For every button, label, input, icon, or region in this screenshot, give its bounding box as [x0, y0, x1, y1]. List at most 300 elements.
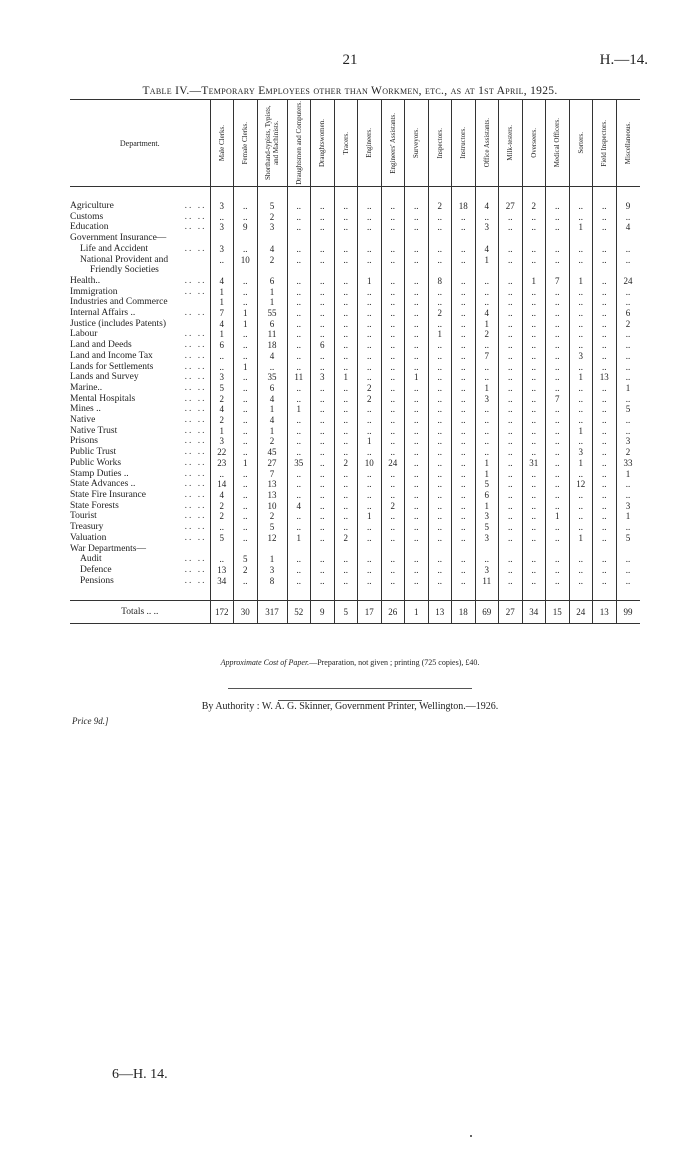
value-cell: .. [311, 501, 335, 512]
department-cell [70, 601, 210, 624]
value-cell: .. [287, 565, 311, 576]
table-row [70, 415, 640, 426]
value-cell [311, 233, 335, 244]
value-cell: .. [546, 490, 570, 501]
value-cell: 1 [234, 362, 258, 373]
value-cell: 11 [475, 576, 499, 587]
value-cell: .. [405, 554, 429, 565]
value-cell: .. [405, 533, 429, 544]
value-cell: 9 [311, 601, 335, 624]
value-cell: .. [593, 340, 617, 351]
value-cell: .. [311, 436, 335, 447]
value-cell: .. [311, 511, 335, 522]
value-cell: .. [334, 297, 358, 308]
value-cell: 3 [210, 372, 234, 383]
value-cell: .. [546, 255, 570, 266]
value-cell: .. [428, 522, 452, 533]
value-cell: .. [287, 319, 311, 330]
value-cell [616, 544, 640, 555]
value-cell: .. [499, 511, 523, 522]
department-cell [70, 447, 210, 458]
value-cell: .. [452, 511, 476, 522]
value-cell: .. [428, 362, 452, 373]
value-cell: .. [358, 554, 382, 565]
value-cell: .. [546, 576, 570, 587]
value-cell: .. [234, 340, 258, 351]
value-cell: .. [499, 404, 523, 415]
value-cell: .. [499, 329, 523, 340]
value-cell: .. [452, 362, 476, 373]
value-cell: 2 [475, 329, 499, 340]
value-cell [546, 265, 570, 276]
value-cell: 2 [210, 501, 234, 512]
value-cell: .. [499, 222, 523, 233]
value-cell: 1 [234, 319, 258, 330]
table-row [70, 554, 640, 565]
value-cell: .. [546, 436, 570, 447]
department-label: Totals [121, 607, 145, 618]
value-cell: .. [358, 329, 382, 340]
value-cell: .. [210, 212, 234, 223]
value-cell: 9 [234, 222, 258, 233]
department-label: Native [70, 415, 96, 426]
value-cell: .. [311, 244, 335, 255]
value-cell: .. [405, 469, 429, 480]
value-cell: .. [475, 447, 499, 458]
value-cell: .. [381, 201, 405, 212]
value-cell: 1 [475, 469, 499, 480]
value-cell: 1 [257, 404, 287, 415]
value-cell: .. [234, 329, 258, 340]
value-cell: .. [287, 490, 311, 501]
value-cell: .. [593, 533, 617, 544]
table-row [70, 255, 640, 266]
value-cell: .. [257, 362, 287, 373]
value-cell: 1 [569, 222, 593, 233]
value-cell: .. [358, 426, 382, 437]
value-cell: 3 [616, 501, 640, 512]
value-cell: .. [381, 533, 405, 544]
value-cell: 2 [257, 212, 287, 223]
value-cell: .. [499, 415, 523, 426]
value-cell [428, 265, 452, 276]
column-header [311, 100, 335, 187]
value-cell: 52 [287, 601, 311, 624]
value-cell: 3 [616, 436, 640, 447]
value-cell: .. [358, 244, 382, 255]
department-label: Audit [80, 554, 102, 565]
leader-dots: .. .. [184, 275, 207, 286]
value-cell: .. [546, 297, 570, 308]
value-cell: .. [311, 222, 335, 233]
value-cell: .. [311, 276, 335, 287]
column-header-label: Medical Officers. [553, 118, 562, 168]
department-label: State Forests [70, 500, 119, 511]
value-cell: 1 [475, 319, 499, 330]
leader-dots: .. .. [184, 329, 207, 340]
value-cell: .. [569, 415, 593, 426]
department-label: Public Works [70, 457, 122, 468]
value-cell: .. [287, 222, 311, 233]
value-cell: .. [522, 479, 546, 490]
department-label: Justice (includes Patents) [70, 318, 167, 329]
department-label: Treasury [70, 522, 104, 533]
value-cell: .. [593, 554, 617, 565]
value-cell: .. [358, 255, 382, 266]
value-cell: 35 [287, 458, 311, 469]
department-label: National Provident and [80, 254, 169, 265]
value-cell: .. [428, 415, 452, 426]
value-cell: 12 [569, 479, 593, 490]
value-cell: .. [569, 244, 593, 255]
value-cell: .. [428, 394, 452, 405]
value-cell: .. [569, 383, 593, 394]
department-label: Public Trust [70, 447, 117, 458]
value-cell: .. [334, 565, 358, 576]
value-cell: .. [616, 415, 640, 426]
value-cell: .. [522, 222, 546, 233]
value-cell: .. [475, 404, 499, 415]
value-cell: 23 [210, 458, 234, 469]
value-cell: .. [428, 511, 452, 522]
table-caption: Table IV.—Temporary Employees other than Workmen, etc., as at 1st April, 1925. [142, 85, 558, 97]
department-label: Defence [80, 564, 112, 575]
value-cell: .. [358, 340, 382, 351]
value-cell: .. [381, 308, 405, 319]
value-cell: .. [334, 340, 358, 351]
value-cell: .. [616, 287, 640, 298]
department-header: Department. [70, 100, 210, 187]
value-cell: .. [428, 244, 452, 255]
rule-divider [228, 688, 472, 689]
department-label: Friendly Societies [90, 265, 159, 276]
value-cell: .. [234, 297, 258, 308]
value-cell: .. [546, 319, 570, 330]
value-cell: 1 [234, 458, 258, 469]
value-cell: 1 [475, 255, 499, 266]
column-header-label: Surveyors. [412, 127, 421, 159]
value-cell: .. [405, 308, 429, 319]
value-cell: 4 [210, 490, 234, 501]
value-cell: 3 [210, 201, 234, 212]
value-cell: 99 [616, 601, 640, 624]
value-cell [546, 233, 570, 244]
value-cell: .. [616, 479, 640, 490]
table-row [70, 565, 640, 576]
value-cell: .. [381, 255, 405, 266]
table-row [70, 222, 640, 233]
column-header [405, 100, 429, 187]
value-cell: .. [381, 319, 405, 330]
value-cell: .. [569, 287, 593, 298]
value-cell [234, 265, 258, 276]
value-cell: .. [381, 426, 405, 437]
value-cell: .. [334, 404, 358, 415]
value-cell [522, 544, 546, 555]
value-cell: .. [210, 362, 234, 373]
value-cell: .. [311, 447, 335, 458]
value-cell: .. [452, 394, 476, 405]
value-cell: .. [499, 458, 523, 469]
value-cell: 3 [210, 244, 234, 255]
value-cell: 34 [522, 601, 546, 624]
value-cell: 7 [546, 276, 570, 287]
value-cell [452, 544, 476, 555]
value-cell: .. [569, 469, 593, 480]
department-cell [70, 372, 210, 383]
value-cell: .. [287, 255, 311, 266]
value-cell: .. [234, 383, 258, 394]
value-cell: .. [405, 576, 429, 587]
value-cell: .. [593, 255, 617, 266]
value-cell: .. [593, 383, 617, 394]
value-cell: .. [428, 554, 452, 565]
department-cell [70, 276, 210, 287]
department-cell [70, 565, 210, 576]
value-cell: .. [234, 351, 258, 362]
column-header-label: Draughtswomen. [318, 118, 327, 168]
value-cell: .. [569, 490, 593, 501]
value-cell: .. [452, 276, 476, 287]
value-cell: .. [569, 308, 593, 319]
value-cell: .. [287, 297, 311, 308]
table-row [70, 244, 640, 255]
value-cell: .. [593, 501, 617, 512]
value-cell: .. [405, 329, 429, 340]
value-cell: 6 [257, 319, 287, 330]
department-cell [70, 436, 210, 447]
table-row [70, 501, 640, 512]
value-cell: .. [287, 522, 311, 533]
value-cell: 6 [311, 340, 335, 351]
value-cell: .. [499, 212, 523, 223]
value-cell: .. [334, 490, 358, 501]
value-cell: .. [234, 212, 258, 223]
column-header-label: Male Clerks. [217, 124, 226, 162]
value-cell: 14 [210, 479, 234, 490]
value-cell: 5 [210, 533, 234, 544]
department-cell [70, 308, 210, 319]
value-cell: 1 [475, 383, 499, 394]
leader-dots: .. .. [184, 479, 207, 490]
leader-dots: .. .. [184, 447, 207, 458]
value-cell: 1 [405, 372, 429, 383]
value-cell: 5 [334, 601, 358, 624]
department-cell [70, 469, 210, 480]
value-cell: .. [522, 415, 546, 426]
value-cell [287, 265, 311, 276]
table-row [70, 522, 640, 533]
department-label: Valuation [70, 532, 107, 543]
value-cell: 3 [257, 222, 287, 233]
department-label: War Departments— [70, 543, 146, 554]
leader-dots: .. .. [184, 575, 207, 586]
value-cell [257, 233, 287, 244]
column-header [287, 100, 311, 187]
value-cell [475, 544, 499, 555]
value-cell: .. [334, 255, 358, 266]
value-cell: .. [616, 244, 640, 255]
value-cell: .. [287, 212, 311, 223]
value-cell: 1 [210, 329, 234, 340]
value-cell [522, 265, 546, 276]
value-cell: .. [405, 447, 429, 458]
value-cell: .. [334, 222, 358, 233]
value-cell: .. [593, 351, 617, 362]
value-cell: .. [546, 565, 570, 576]
value-cell: .. [499, 372, 523, 383]
value-cell: 18 [452, 201, 476, 212]
value-cell: 7 [210, 308, 234, 319]
value-cell: .. [405, 297, 429, 308]
value-cell: .. [234, 276, 258, 287]
value-cell: 45 [257, 447, 287, 458]
value-cell: .. [452, 565, 476, 576]
department-label: Agriculture [70, 201, 114, 211]
value-cell: .. [499, 319, 523, 330]
value-cell: .. [428, 447, 452, 458]
value-cell: 5 [475, 522, 499, 533]
value-cell: 5 [234, 554, 258, 565]
value-cell: .. [287, 201, 311, 212]
value-cell: .. [546, 447, 570, 458]
value-cell: .. [499, 383, 523, 394]
table-row [70, 201, 640, 212]
stray-mark [470, 1135, 472, 1137]
value-cell: .. [381, 404, 405, 415]
department-label: Marine.. [70, 382, 103, 393]
value-cell: .. [311, 319, 335, 330]
value-cell: .. [499, 565, 523, 576]
value-cell: .. [405, 244, 429, 255]
value-cell: .. [616, 394, 640, 405]
department-cell [70, 501, 210, 512]
value-cell [593, 544, 617, 555]
value-cell: .. [546, 415, 570, 426]
department-label: State Fire Insurance [70, 489, 146, 500]
value-cell: .. [546, 308, 570, 319]
value-cell: 2 [616, 447, 640, 458]
value-cell: .. [311, 479, 335, 490]
value-cell: .. [522, 372, 546, 383]
value-cell: .. [381, 565, 405, 576]
value-cell: .. [499, 244, 523, 255]
value-cell: .. [569, 436, 593, 447]
value-cell: 4 [475, 244, 499, 255]
department-label: Land and Deeds [70, 340, 132, 351]
table-row [70, 265, 640, 276]
department-cell [70, 544, 210, 555]
leader-dots: .. .. [184, 382, 207, 393]
value-cell: .. [499, 436, 523, 447]
value-cell [234, 233, 258, 244]
value-cell: .. [499, 276, 523, 287]
value-cell: .. [334, 244, 358, 255]
value-cell: .. [405, 319, 429, 330]
value-cell: .. [428, 479, 452, 490]
value-cell: .. [428, 340, 452, 351]
value-cell: .. [428, 372, 452, 383]
value-cell: .. [405, 426, 429, 437]
value-cell: 2 [334, 533, 358, 544]
value-cell: .. [405, 383, 429, 394]
value-cell [499, 233, 523, 244]
value-cell: .. [546, 340, 570, 351]
value-cell: .. [428, 490, 452, 501]
value-cell: .. [522, 501, 546, 512]
department-cell [70, 426, 210, 437]
leader-dots: .. .. [184, 350, 207, 361]
spacer-row [70, 187, 640, 202]
table-row [70, 308, 640, 319]
table-row [70, 233, 640, 244]
value-cell: .. [210, 351, 234, 362]
value-cell: .. [452, 415, 476, 426]
value-cell [287, 544, 311, 555]
value-cell: 5 [616, 533, 640, 544]
value-cell: .. [334, 415, 358, 426]
department-label: Prisons [70, 436, 98, 447]
leader-dots: .. .. [144, 607, 159, 618]
leader-dots: .. .. [184, 532, 207, 543]
value-cell: .. [381, 244, 405, 255]
value-cell: .. [616, 426, 640, 437]
value-cell: 3 [257, 565, 287, 576]
value-cell: .. [569, 501, 593, 512]
value-cell: .. [311, 212, 335, 223]
value-cell: 6 [257, 383, 287, 394]
value-cell: .. [522, 447, 546, 458]
column-header [522, 100, 546, 187]
value-cell: .. [616, 340, 640, 351]
value-cell [522, 233, 546, 244]
department-cell [70, 201, 210, 212]
value-cell: .. [452, 501, 476, 512]
leader-dots: .. .. [184, 222, 207, 233]
value-cell: .. [522, 426, 546, 437]
value-cell: 2 [381, 501, 405, 512]
value-cell: 4 [257, 351, 287, 362]
value-cell: .. [358, 447, 382, 458]
value-cell: .. [499, 426, 523, 437]
report-reference: H.—14. [599, 52, 648, 68]
value-cell: 33 [616, 458, 640, 469]
value-cell: .. [358, 297, 382, 308]
value-cell: .. [405, 565, 429, 576]
value-cell: 2 [210, 511, 234, 522]
value-cell: .. [499, 351, 523, 362]
department-label: Land and Income Tax [70, 350, 153, 361]
value-cell: .. [381, 415, 405, 426]
table-row [70, 490, 640, 501]
value-cell: .. [452, 297, 476, 308]
department-cell [70, 554, 210, 565]
leader-dots: .. .. [184, 308, 207, 319]
value-cell: 1 [358, 276, 382, 287]
leader-dots: .. .. [184, 404, 207, 415]
leader-dots: .. .. [184, 554, 207, 565]
value-cell: 2 [234, 565, 258, 576]
value-cell: .. [234, 533, 258, 544]
value-cell: .. [287, 554, 311, 565]
value-cell: .. [522, 511, 546, 522]
value-cell: 1 [358, 436, 382, 447]
value-cell: .. [522, 297, 546, 308]
value-cell: .. [405, 255, 429, 266]
column-header-label: Inspectors. [435, 127, 444, 159]
value-cell: .. [616, 554, 640, 565]
value-cell: .. [405, 490, 429, 501]
